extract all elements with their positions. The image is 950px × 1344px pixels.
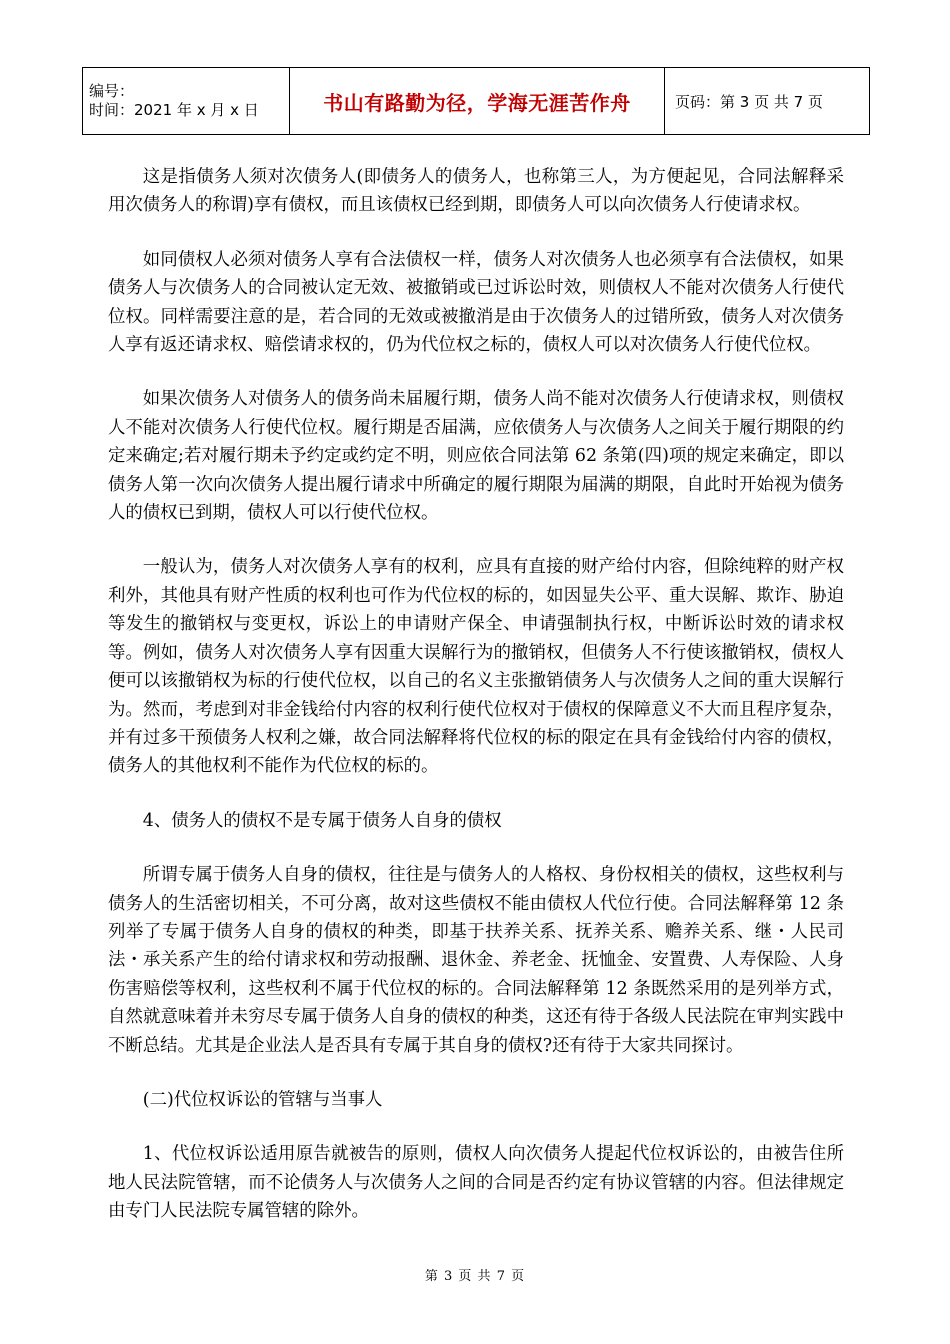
paragraph: 如同债权人必须对债务人享有合法债权一样，债务人对次债务人也必须享有合法债权，如果债务人与次债务人的合同被认定无效、被撤销或已过诉讼时效，则债权人不能对次债务人行使代位权。同样需要注意的是，若合同的无效或被撤消是由于次债务人的过错所致，债务人对次债务人享有返还请求权、赔偿请求权的，仍为代位权之标的，债权人可以对次债务人行使代位权。 xyxy=(108,249,844,356)
paragraph: 所谓专属于债务人自身的债权，往往是与债务人的人格权、身份权相关的债权，这些权利与债务人的生活密切相关，不可分离，故对这些债权不能由债权人代位行使。合同法解释第 12 条列举了专属于债务人自身的债权的种类，即基于扶养关系、抚养关系、赡养关系、继・人民司法・承关系产生的给付请求权和劳动报酬、退休金、养老金、抚恤金、安置费、人寿保险、人身伤害赔偿等权利，这些权利不属于代位权的标的。合同法解释第 12 条既然采用的是列举方式，自然就意味着并未穷尽专属于债务人自身的债权的种类，这还有待于各级人民法院在审判实践中不断总结。尤其是企业法人是否具有专属于其自身的债权?还有待于大家共同探讨。 xyxy=(108,865,844,1056)
paragraph: 1、代位权诉讼适用原告就被告的原则，债权人向次债务人提起代位权诉讼的，由被告住所地人民法院管辖，而不论债务人与次债务人之间的合同是否约定有协议管辖的内容。但法律规定由专门人民法院专属管辖的除外。 xyxy=(108,1144,844,1222)
paragraph: 这是指债务人须对次债务人(即债务人的债务人，也称第三人，为方便起见，合同法解释采用次债务人的称谓)享有债权，而且该债权已经到期，即债务人可以向次债务人行使请求权。 xyxy=(108,167,844,216)
document-header xyxy=(82,67,870,135)
document-date-label: 时间：2021 年 x 月 x 日 xyxy=(89,101,259,119)
header-meta xyxy=(83,68,290,135)
header-page-info: 页码：第 3 页 共 7 页 xyxy=(665,68,870,135)
document-body xyxy=(108,163,844,1252)
header-motto: 书山有路勤为径，学海无涯苦作舟 xyxy=(290,68,665,135)
page-footer: 第 3 页 共 7 页 xyxy=(424,1269,526,1284)
section-heading: (二)代位权诉讼的管辖与当事人 xyxy=(142,1089,383,1110)
paragraph: 如果次债务人对债务人的债务尚未届履行期，债务人尚不能对次债务人行使请求权，则债权人不能对次债务人行使代位权。履行期是否届满，应依债务人与次债务人之间关于履行期限的约定来确定;若对履行期未予约定或约定不明，则应依合同法第 62 条第(四)项的规定来确定，即以债务人第一次向次债务人提出履行请求中所确定的履行期限为届满的期限，自此时开始视为债务人的债权已到期，债权人可以行使代位权。 xyxy=(108,389,844,524)
section-heading: 4、债务人的债权不是专属于债务人自身的债权 xyxy=(142,810,502,831)
document-number-label: 编号： xyxy=(89,82,135,100)
paragraph: 一般认为，债务人对次债务人享有的权利，应具有直接的财产给付内容，但除纯粹的财产权利外，其他具有财产性质的权利也可作为代位权的标的，如因显失公平、重大误解、欺诈、胁迫等发生的撤销权与变更权，诉讼上的申请财产保全、申请强制执行权，中断诉讼时效的请求权等。例如，债务人对次债务人享有因重大误解行为的撤销权，但债务人不行使该撤销权，债权人便可以该撤销权为标的行使代位权，以自己的名义主张撤销债务人与次债务人之间的重大误解行为。然而，考虑到对非金钱给付内容的权利行使代位权对于债权的保障意义不大而且程序复杂，并有过多干预债务人权利之嫌，故合同法解释将代位权的标的限定在具有金钱给付内容的债权，债务人的其他权利不能作为代位权的标的。 xyxy=(108,557,844,777)
